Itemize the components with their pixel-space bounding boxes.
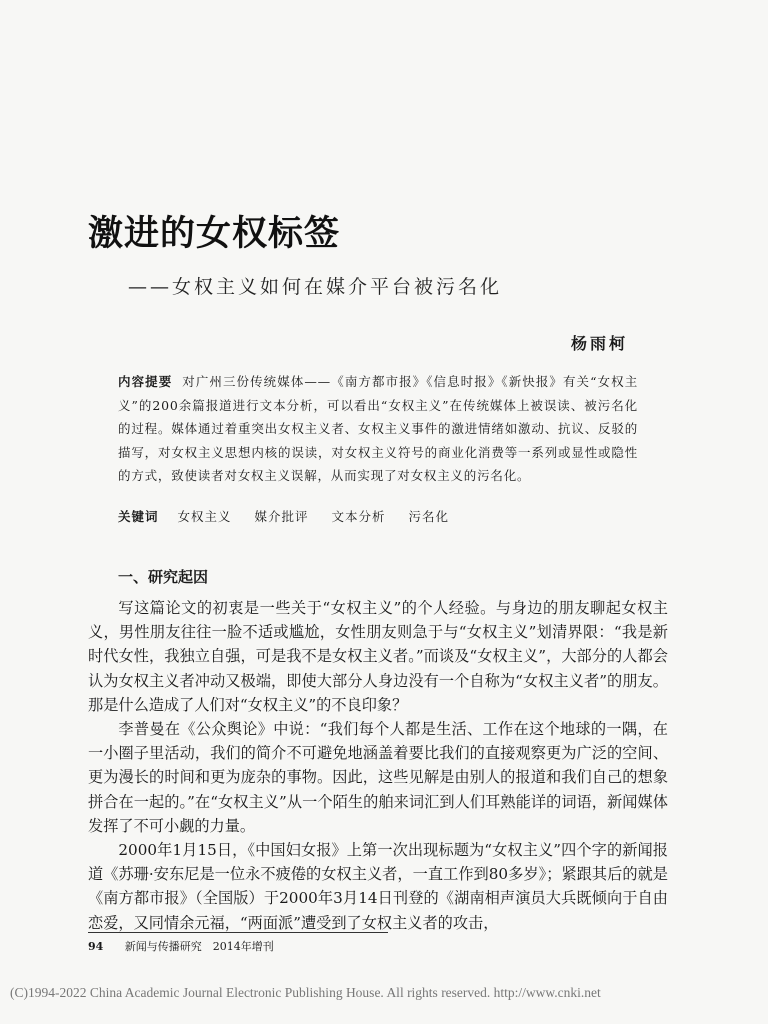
article-title: 激进的女权标签 [88,214,341,254]
keyword: 女权主义 [177,509,232,524]
footer-divider [88,932,388,933]
page-number: 94 [88,940,104,953]
section-heading: 一、研究起因 [118,568,209,586]
abstract [118,370,638,488]
paragraph: 2000年1月15日，《中国妇女报》上第一次出现标题为“女权主义”四个字的新闻报道《苏珊·安东尼是一位永不疲倦的女权主义者，一直工作到80多岁》；紧跟其后的就是《南方都市报》（全国版）于2000年3月14日刊登的《湖南相声演员大兵既倾向于自由恋爱，又同情余元福，“两面派”遭受到了女权主义者的攻击， [88,841,668,932]
copyright-notice: (C)1994-2022 China Academic Journal Electronic Publishing House. All rights reserved. http://www.cnki.net [10,985,601,1000]
page-footer [88,938,274,954]
abstract-text: 对广州三份传统媒体——《南方都市报》《信息时报》《新快报》有关“女权主义”的200余篇报道进行文本分析，可以看出“女权主义”在传统媒体上被误读、被污名化的过程。媒体通过着重突出女权主义者、女权主义事件的激进情绪如激动、抗议、反驳的描写，对女权主义思想内核的误读，对女权主义符号的商业化消费等一系列或显性或隐性的方式，致使读者对女权主义误解，从而实现了对女权主义的污名化。 [118,374,638,483]
journal-name: 新闻与传播研究 2014年增刊 [124,940,274,953]
author-name: 杨雨柯 [570,334,628,353]
keywords-label: 关键词 [118,509,159,524]
keyword: 媒介批评 [254,509,309,524]
keyword: 文本分析 [331,509,386,524]
keywords [118,507,467,525]
keyword: 污名化 [408,509,450,524]
article-subtitle: ——女权主义如何在媒介平台被污名化 [128,276,503,298]
paragraph: 写这篇论文的初衷是一些关于“女权主义”的个人经验。与身边的朋友聊起女权主义，男性朋友往往一脸不适或尴尬，女性朋友则急于与“女权主义”划清界限：“我是新时代女性，我独立自强，可是我不是女权主义者。”而谈及“女权主义”，大部分的人都会认为女权主义者冲动又极端，即使大部分人身边没有一个自称为“女权主义者”的朋友。那是什么造成了人们对“女权主义”的不良印象？ [88,599,668,714]
paragraph: 李普曼在《公众舆论》中说：“我们每个人都是生活、工作在这个地球的一隅，在一小圈子里活动，我们的简介不可避免地涵盖着要比我们的直接观察更为广泛的空间、更为漫长的时间和更为庞杂的事物。因此，这些见解是由别人的报道和我们自己的想象拼合在一起的。”在“女权主义”从一个陌生的舶来词汇到人们耳熟能详的词语，新闻媒体发挥了不可小觑的力量。 [88,720,668,835]
body-text [88,596,668,935]
abstract-label: 内容提要 [118,374,173,389]
